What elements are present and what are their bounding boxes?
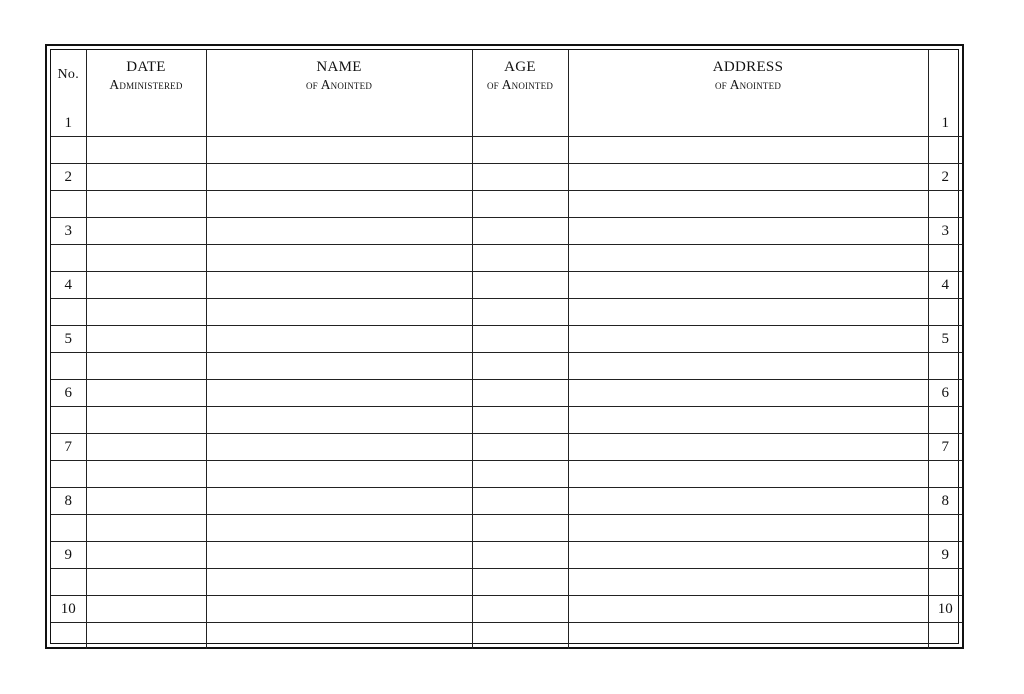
- name-cell[interactable]: [206, 542, 472, 569]
- age-cell[interactable]: [472, 407, 568, 434]
- entry-row: [51, 596, 962, 623]
- address-cell[interactable]: [568, 515, 928, 542]
- date-cell[interactable]: [86, 191, 206, 218]
- number-right: 1: [928, 110, 962, 137]
- entry-continuation-row: [51, 245, 962, 272]
- address-cell[interactable]: [568, 407, 928, 434]
- header-name-label: NAME: [316, 59, 362, 75]
- number-left: [51, 407, 86, 434]
- number-right: 3: [928, 218, 962, 245]
- date-cell[interactable]: [86, 137, 206, 164]
- age-cell[interactable]: [472, 380, 568, 407]
- date-cell[interactable]: [86, 542, 206, 569]
- number-right: [928, 299, 962, 326]
- date-cell[interactable]: [86, 299, 206, 326]
- entry-continuation-row: [51, 137, 962, 164]
- address-cell[interactable]: [568, 164, 928, 191]
- date-cell[interactable]: [86, 164, 206, 191]
- entry-continuation-row: [51, 569, 962, 596]
- date-cell[interactable]: [86, 515, 206, 542]
- register-body: [51, 110, 962, 649]
- date-cell[interactable]: [86, 380, 206, 407]
- number-right: 8: [928, 488, 962, 515]
- entry-continuation-row: [51, 461, 962, 488]
- date-cell[interactable]: [86, 434, 206, 461]
- age-cell[interactable]: [472, 272, 568, 299]
- number-left: 9: [51, 542, 86, 569]
- header-row: [51, 50, 962, 110]
- age-cell[interactable]: [472, 326, 568, 353]
- name-cell[interactable]: [206, 110, 472, 137]
- number-left: [51, 245, 86, 272]
- number-right: [928, 623, 962, 650]
- date-cell[interactable]: [86, 110, 206, 137]
- address-cell[interactable]: [568, 137, 928, 164]
- name-cell[interactable]: [206, 434, 472, 461]
- number-right: [928, 137, 962, 164]
- register-inner-border: [50, 49, 959, 644]
- entry-row: [51, 110, 962, 137]
- number-left: [51, 461, 86, 488]
- number-left: 4: [51, 272, 86, 299]
- entry-row: [51, 488, 962, 515]
- age-cell[interactable]: [472, 596, 568, 623]
- header-address: [568, 50, 928, 110]
- address-cell[interactable]: [568, 191, 928, 218]
- name-cell[interactable]: [206, 488, 472, 515]
- name-cell[interactable]: [206, 191, 472, 218]
- number-right: 7: [928, 434, 962, 461]
- age-cell[interactable]: [472, 110, 568, 137]
- date-cell[interactable]: [86, 569, 206, 596]
- address-cell[interactable]: [568, 488, 928, 515]
- age-cell[interactable]: [472, 299, 568, 326]
- date-cell[interactable]: [86, 596, 206, 623]
- name-cell[interactable]: [206, 164, 472, 191]
- entry-row: [51, 380, 962, 407]
- entry-row: [51, 326, 962, 353]
- entry-row: [51, 218, 962, 245]
- number-left: 1: [51, 110, 86, 137]
- header-date-label: DATE: [126, 59, 166, 75]
- age-cell[interactable]: [472, 542, 568, 569]
- number-right: 10: [928, 596, 962, 623]
- address-cell[interactable]: [568, 380, 928, 407]
- name-cell[interactable]: [206, 299, 472, 326]
- number-right: 2: [928, 164, 962, 191]
- address-cell[interactable]: [568, 542, 928, 569]
- number-left: 10: [51, 596, 86, 623]
- number-right: [928, 461, 962, 488]
- address-cell[interactable]: [568, 461, 928, 488]
- number-right: [928, 407, 962, 434]
- age-cell[interactable]: [472, 488, 568, 515]
- date-cell[interactable]: [86, 623, 206, 650]
- name-cell[interactable]: [206, 623, 472, 650]
- anointing-register-table: [51, 50, 962, 649]
- number-left: 3: [51, 218, 86, 245]
- header-name: [206, 50, 472, 110]
- name-cell[interactable]: [206, 569, 472, 596]
- date-cell[interactable]: [86, 326, 206, 353]
- entry-continuation-row: [51, 623, 962, 650]
- name-cell[interactable]: [206, 353, 472, 380]
- header-age-label: AGE: [504, 59, 536, 75]
- entry-row: [51, 272, 962, 299]
- name-cell[interactable]: [206, 137, 472, 164]
- name-cell[interactable]: [206, 596, 472, 623]
- number-left: [51, 353, 86, 380]
- entry-row: [51, 164, 962, 191]
- age-cell[interactable]: [472, 245, 568, 272]
- number-left: [51, 191, 86, 218]
- header-name-sublabel: of Anointed: [305, 77, 373, 92]
- entry-continuation-row: [51, 353, 962, 380]
- address-cell[interactable]: [568, 326, 928, 353]
- address-cell[interactable]: [568, 218, 928, 245]
- name-cell[interactable]: [206, 515, 472, 542]
- name-cell[interactable]: [206, 407, 472, 434]
- age-cell[interactable]: [472, 623, 568, 650]
- address-cell[interactable]: [568, 245, 928, 272]
- header-no: [51, 50, 86, 110]
- age-cell[interactable]: [472, 353, 568, 380]
- age-cell[interactable]: [472, 191, 568, 218]
- name-cell[interactable]: [206, 272, 472, 299]
- number-left: [51, 569, 86, 596]
- number-right: [928, 245, 962, 272]
- date-cell[interactable]: [86, 272, 206, 299]
- header-date: [86, 50, 206, 110]
- address-cell[interactable]: [568, 569, 928, 596]
- name-cell[interactable]: [206, 245, 472, 272]
- register-frame: [45, 44, 964, 649]
- date-cell[interactable]: [86, 353, 206, 380]
- number-right: 5: [928, 326, 962, 353]
- entry-continuation-row: [51, 191, 962, 218]
- number-left: 6: [51, 380, 86, 407]
- date-cell[interactable]: [86, 245, 206, 272]
- age-cell[interactable]: [472, 434, 568, 461]
- header-age: [472, 50, 568, 110]
- entry-continuation-row: [51, 515, 962, 542]
- age-cell[interactable]: [472, 137, 568, 164]
- entry-continuation-row: [51, 299, 962, 326]
- number-left: [51, 515, 86, 542]
- age-cell[interactable]: [472, 569, 568, 596]
- age-cell[interactable]: [472, 461, 568, 488]
- number-left: 5: [51, 326, 86, 353]
- number-right: [928, 353, 962, 380]
- date-cell[interactable]: [86, 461, 206, 488]
- date-cell[interactable]: [86, 218, 206, 245]
- header-address-sublabel: of Anointed: [714, 77, 782, 92]
- date-cell[interactable]: [86, 407, 206, 434]
- number-right: [928, 569, 962, 596]
- entry-row: [51, 542, 962, 569]
- address-cell[interactable]: [568, 353, 928, 380]
- address-cell[interactable]: [568, 272, 928, 299]
- number-right: 6: [928, 380, 962, 407]
- name-cell[interactable]: [206, 218, 472, 245]
- number-left: [51, 623, 86, 650]
- name-cell[interactable]: [206, 326, 472, 353]
- address-cell[interactable]: [568, 299, 928, 326]
- number-left: 2: [51, 164, 86, 191]
- number-left: 7: [51, 434, 86, 461]
- header-right-number: [928, 50, 962, 110]
- age-cell[interactable]: [472, 218, 568, 245]
- header-date-sublabel: Administered: [109, 77, 183, 92]
- header-age-sublabel: of Anointed: [486, 77, 554, 92]
- address-cell[interactable]: [568, 110, 928, 137]
- number-right: 4: [928, 272, 962, 299]
- header-address-label: ADDRESS: [712, 59, 784, 75]
- name-cell[interactable]: [206, 461, 472, 488]
- address-cell[interactable]: [568, 434, 928, 461]
- address-cell[interactable]: [568, 596, 928, 623]
- number-left: [51, 137, 86, 164]
- number-right: 9: [928, 542, 962, 569]
- address-cell[interactable]: [568, 623, 928, 650]
- age-cell[interactable]: [472, 515, 568, 542]
- entry-continuation-row: [51, 407, 962, 434]
- date-cell[interactable]: [86, 488, 206, 515]
- number-right: [928, 191, 962, 218]
- number-left: 8: [51, 488, 86, 515]
- age-cell[interactable]: [472, 164, 568, 191]
- name-cell[interactable]: [206, 380, 472, 407]
- entry-row: [51, 434, 962, 461]
- header-no-label: No.: [57, 67, 79, 82]
- number-right: [928, 515, 962, 542]
- number-left: [51, 299, 86, 326]
